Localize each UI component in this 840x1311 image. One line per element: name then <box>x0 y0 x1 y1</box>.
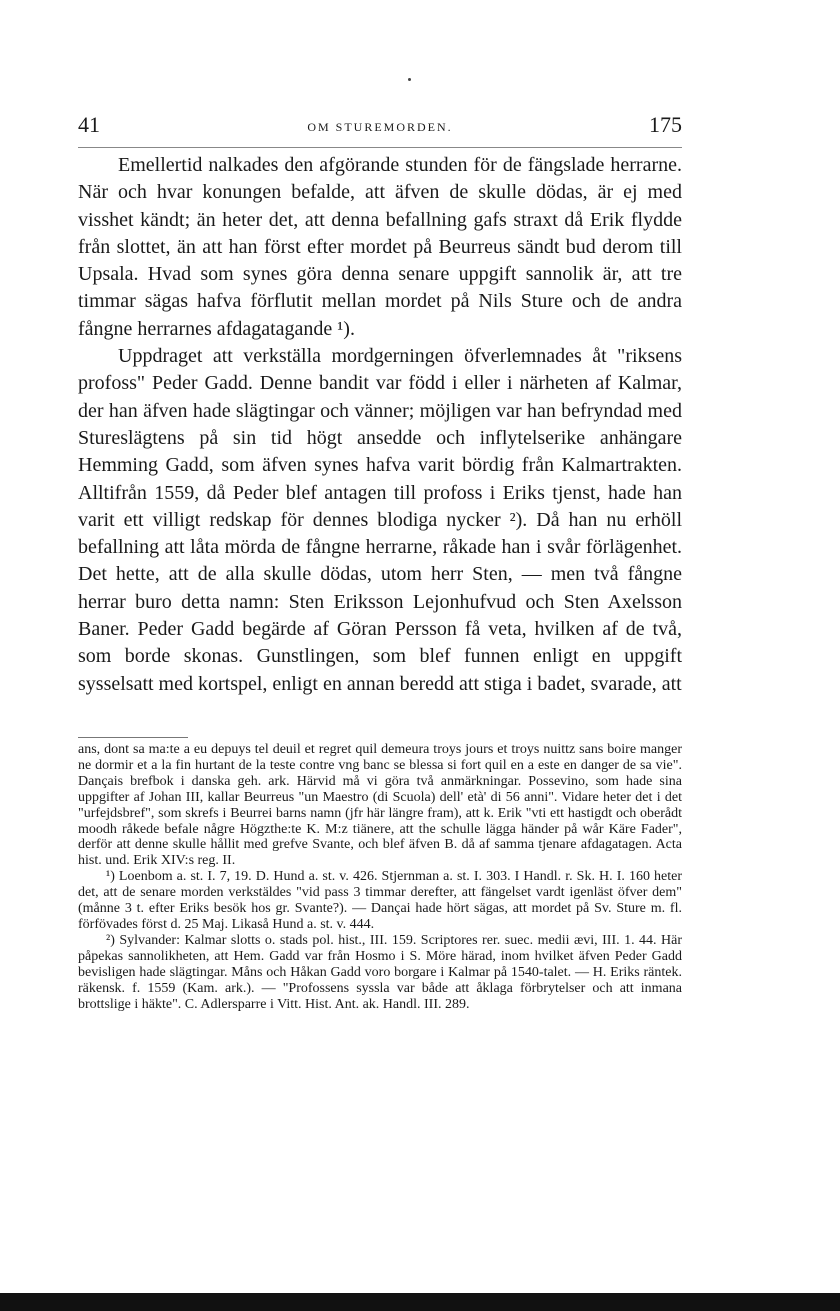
scan-edge-bar <box>0 1293 840 1311</box>
footnote-rule <box>78 737 188 738</box>
footnote-2: ²) Sylvander: Kalmar slotts o. stads pol. hist., III. 159. Scriptores rer. suec. medii ævi, III. 1. 44. Här påpekas sannolikheten, att Hem. Gadd var från Hosmo i S. Möre härad, inom hvilket äfven Peder Gadd bevisligen hade slägtingar. Måns och Håkan Gadd voro borgare i Kalmar på 1540-talet. — H. Eriks räntek. räkensk. f. 1559 (Kam. ark.). — "Profossens syssla var både att åklaga förbrytelser och att inmana brottslige i häkte". C. Adlersparre i Vitt. Hist. Ant. ak. Handl. III. 289. <box>78 932 682 1012</box>
page-number: 175 <box>649 112 682 137</box>
footnote-continuation: ans, dont sa ma:te a eu depuys tel deuil et regret quil demeura troys jours et troys nuittz sans boire manger ne dormir et a la fin hurtant de la teste contre vng banc se blessa si fort quil en a este en danger de sa vie". Dançais brefbok i danska geh. ark. Härvid må vi göra två anmärkningar. Possevino, som hade sina uppgifter af Johan III, kallar Beurreus "un Maestro (di Scuola) dell' età' di 56 anni". Vidare heter det i det "urfejdsbref", som skrefs i Beurrei barns namn (jfr här längre fram), att k. Erik "vti ett hastigdt och oberådt moodh råkede befale någre Högzthe:te K. M:z tiänere, att the schulle lägga händer på wår Käre Fader", derför att denne skulle hållit med grefve Svante, och blef äfven B. då af samma tjenare afdagatagen. Acta hist. und. Erik XIV:s reg. II. <box>78 742 682 869</box>
footnote-1: ¹) Loenbom a. st. I. 7, 19. D. Hund a. st. v. 426. Stjernman a. st. I. 303. I Handl. r. Sk. H. I. 160 heter det, att de senare morden verkstäldes "vid pass 3 timmar derefter, att fängelset vardt igenläst öfver dem" (månne 3 t. efter Eriks besök hos gr. Svante?). — Dançai hade hört sägas, att mordet på Sv. Sture m. fl. förfövades först d. 25 Maj. Likaså Hund a. st. v. 444. <box>78 869 682 932</box>
paragraph: Uppdraget att verkställa mordgerningen öfverlemnades åt "riksens profoss" Peder Gadd. Denne bandit var född i eller i närheten af Kalmar, der han äfven hade slägtingar och vänner; möjligen var han befryndad med Stureslägtens på sin tid högt ansedde och inflytelserike anhängare Hemming Gadd, som äfven synes hafva varit bördig från Kalmartrakten. Alltifrån 1559, då Peder blef antagen till profoss i Eriks tjenst, hade han varit ett villigt redskap för dennes blodiga nycker ²). Då han nu erhöll befallning att låta mörda de fångne herrarne, råkade han i svår förlägenhet. Det hette, att de alla skulle dödas, utom herr Sten, — men två fångne herrar buro detta namn: Sten Eriksson Lejonhufvud och Sten Axelsson Baner. Peder Gadd begärde af Göran Persson få veta, hvilken af de två, som borde skonas. Gunstlingen, som blef funnen enligt en uppgift sysselsatt med kortspel, enligt en annan beredd att stiga i badet, svarade, att <box>78 345 682 695</box>
main-text <box>78 152 682 698</box>
paragraph: Emellertid nalkades den afgörande stunden för de fängslade herrarne. När och hvar konungen befalde, att äfven de skulle dödas, är ej med visshet kändt; än heter det, att denna befallning gafs straxt då Erik flydde från slottet, än att han först efter mordet på Beurreus sändt bud derom till Upsala. Hvad som synes göra denna senare uppgift sannolik är, att tre timmar sägas hafva förflutit mellan mordet på Nils Sture och de andra fångne herrarnes afdagatagande ¹). <box>78 154 682 340</box>
running-title: OM STUREMORDEN. <box>307 120 453 134</box>
footnotes <box>78 742 682 1012</box>
page-header <box>78 112 682 142</box>
signature-mark: 41 <box>78 112 100 137</box>
header-rule <box>78 147 682 148</box>
page-speck <box>408 78 411 81</box>
